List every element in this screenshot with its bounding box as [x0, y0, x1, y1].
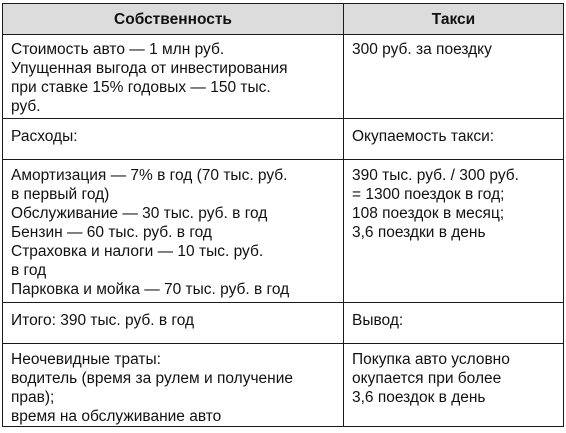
cell-line: Вывод: [352, 312, 404, 329]
cell-line: Страховка и налоги — 10 тыс. руб. [11, 243, 264, 260]
cell-line: в первый год) [11, 186, 110, 203]
cell-line: 390 тыс. руб. / 300 руб. [352, 167, 519, 184]
cell-line: время на обслуживание авто [11, 408, 222, 425]
table-row [3, 160, 564, 303]
header-taxi: Такси [344, 4, 564, 35]
cell-line: руб. [11, 98, 41, 115]
header-row [3, 4, 564, 35]
cell-conclusion [344, 344, 564, 427]
cell-line: Упущенная выгода от инвестирования [11, 60, 288, 77]
table-row [3, 119, 564, 160]
cell-line: Окупаемость такси: [352, 128, 495, 145]
cell-taxi-price [344, 35, 564, 119]
header-ownership: Собственность [3, 4, 344, 35]
table-row [3, 35, 564, 119]
comparison-table [2, 3, 564, 427]
cell-line: Бензин — 60 тыс. руб. в год [11, 224, 212, 241]
cell-line: при ставке 15% годовых — 150 тыс. [11, 79, 271, 96]
cell-line: водитель (время за рулем и получение [11, 370, 293, 387]
cell-conclusion-label [344, 303, 564, 344]
cell-car-cost [3, 35, 344, 119]
cell-line: Итого: 390 тыс. руб. в год [11, 312, 195, 329]
cell-line: Расходы: [11, 128, 78, 145]
cell-line: окупается при более [352, 370, 502, 387]
cell-payback-label [344, 119, 564, 160]
table-row [3, 303, 564, 344]
cell-line: Покупка авто условно [352, 351, 510, 368]
cell-line: Стоимость авто — 1 млн руб. [11, 41, 225, 58]
cell-line: 300 руб. за поездку [352, 41, 492, 58]
cell-expenses-label [3, 119, 344, 160]
cell-line: 3,6 поездок в день [352, 389, 486, 406]
cell-hidden-costs [3, 344, 344, 427]
cell-line: Неочевидные траты: [11, 351, 161, 368]
cell-line: 108 поездок в месяц; [352, 205, 505, 222]
cell-line: в год [11, 262, 47, 279]
cell-line: = 1300 поездок в год; [352, 186, 505, 203]
cell-expenses-list [3, 160, 344, 303]
cell-line: Обслуживание — 30 тыс. руб. в год [11, 205, 268, 222]
cell-line: 3,6 поездки в день [352, 224, 486, 241]
cell-line: Амортизация — 7% в год (70 тыс. руб. [11, 167, 288, 184]
cell-line: прав); [11, 389, 55, 406]
cell-total [3, 303, 344, 344]
table-row [3, 344, 564, 427]
cell-payback-calc [344, 160, 564, 303]
cell-line: Парковка и мойка — 70 тыс. руб. в год [11, 281, 290, 298]
